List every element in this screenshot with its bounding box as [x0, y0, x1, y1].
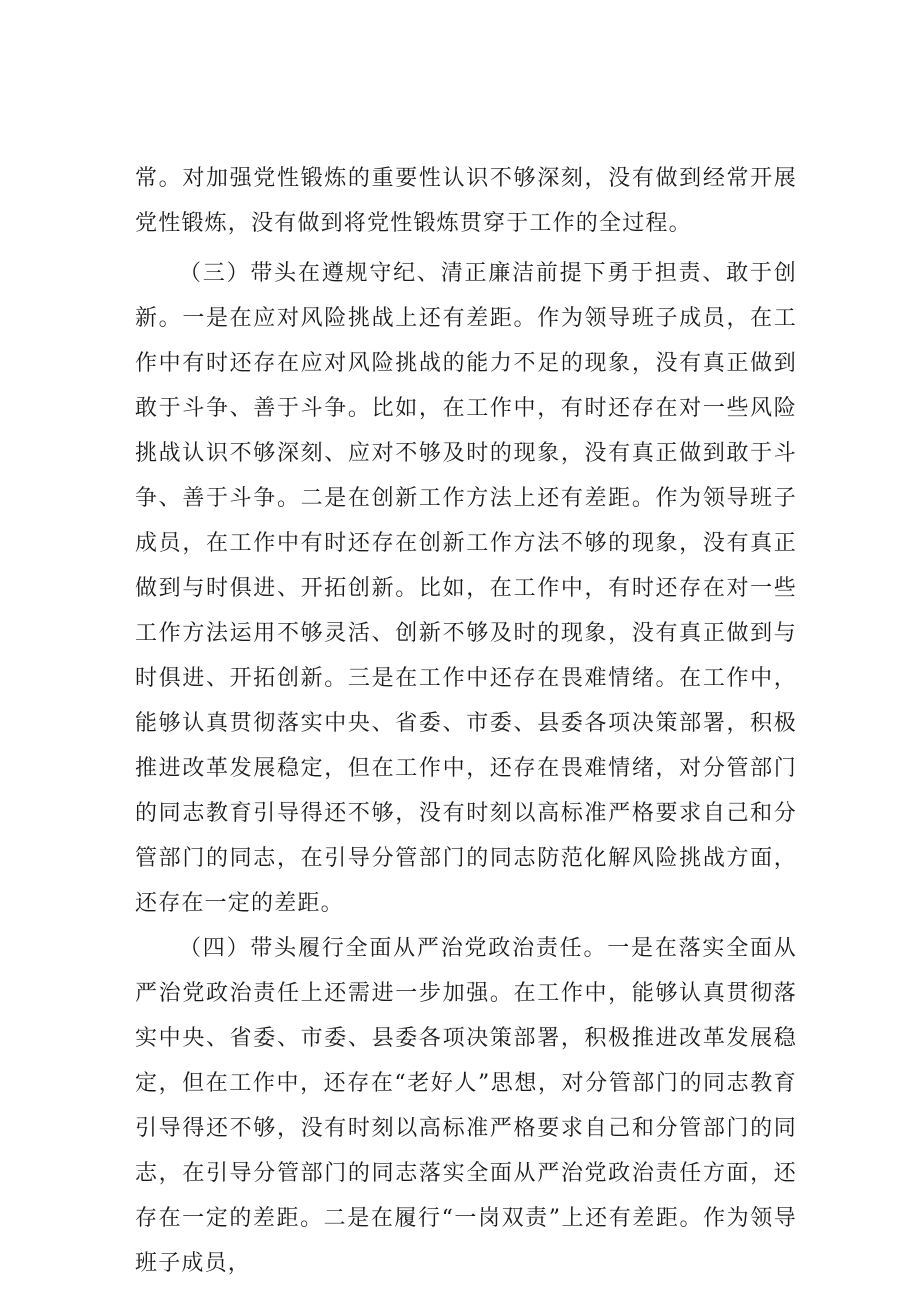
- document-body: [135, 156, 797, 1286]
- paragraph-section-four: （四）带头履行全面从严治党政治责任。一是在落实全面从严治党政治责任上还需进一步加强。在工作中，能够认真贯彻落实中央、省委、市委、县委各项决策部署，积极推进改革发展稳定，但在工作中，还存在“老好人”思想，对分管部门的同志教育引导得还不够，没有时刻以高标准严格要求自己和分管部门的同志，在引导分管部门的同志落实全面从严治党政治责任方面，还存在一定的差距。二是在履行“一岗双责”上还有差距。作为领导班子成员，: [135, 936, 797, 1276]
- paragraph-continuation: 常。对加强党性锻炼的重要性认识不够深刻，没有做到经常开展党性锻炼，没有做到将党性锻炼贯穿于工作的全过程。: [135, 166, 797, 236]
- paragraph-section-three: （三）带头在遵规守纪、清正廉洁前提下勇于担责、敢于创新。一是在应对风险挑战上还有差距。作为领导班子成员，在工作中有时还存在应对风险挑战的能力不足的现象，没有真正做到敢于斗争、善于斗争。比如，在工作中，有时还存在对一些风险挑战认识不够深刻、应对不够及时的现象，没有真正做到敢于斗争、善于斗争。二是在创新工作方法上还有差距。作为领导班子成员，在工作中有时还存在创新工作方法不够的现象，没有真正做到与时俱进、开拓创新。比如，在工作中，有时还存在对一些工作方法运用不够灵活、创新不够及时的现象，没有真正做到与时俱进、开拓创新。三是在工作中还存在畏难情绪。在工作中，能够认真贯彻落实中央、省委、市委、县委各项决策部署，积极推进改革发展稳定，但在工作中，还存在畏难情绪，对分管部门的同志教育引导得还不够，没有时刻以高标准严格要求自己和分管部门的同志，在引导分管部门的同志防范化解风险挑战方面，还存在一定的差距。: [135, 261, 797, 916]
